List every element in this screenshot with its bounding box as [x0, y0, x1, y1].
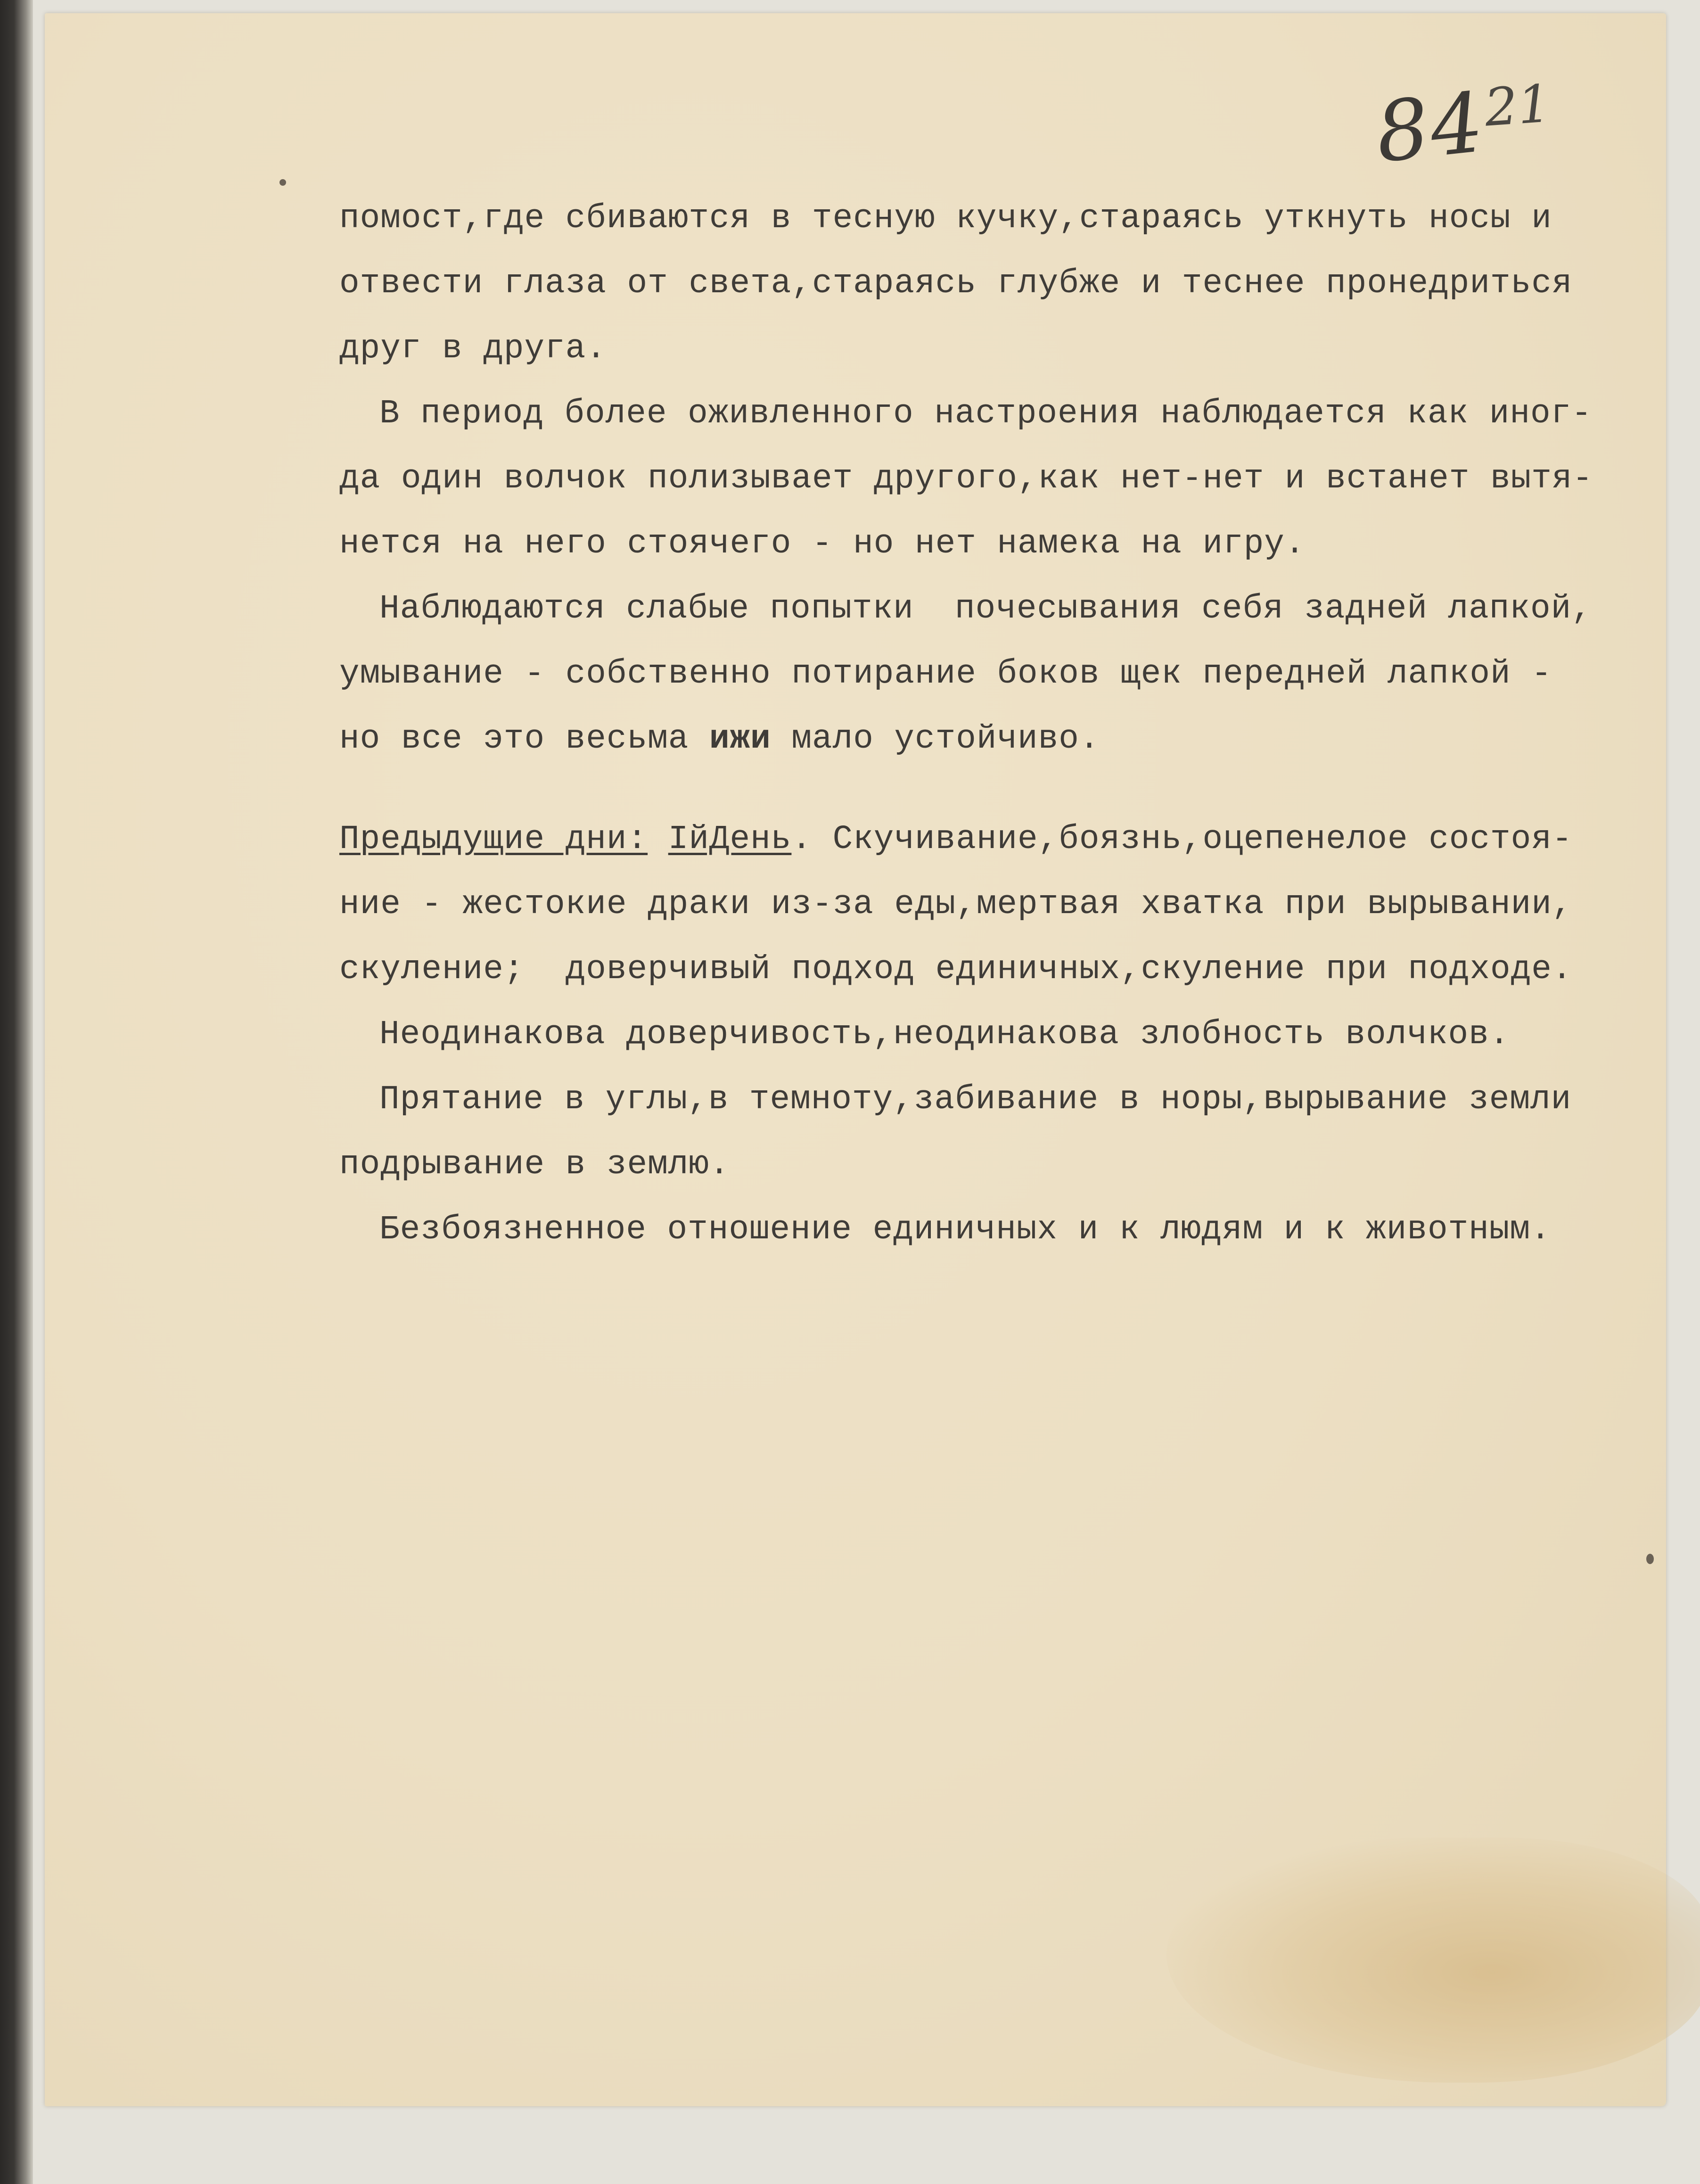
text-line: ние - жестокие драки из-за еды,мертвая хватка при вырывании,: [339, 886, 1573, 923]
folio-superscript: 21: [1482, 73, 1553, 138]
scanner-edge: [0, 0, 33, 2184]
text-line: Безбоязненное отношение единичных и к людям и к животным.: [379, 1211, 1551, 1249]
text-line: Неодинакова доверчивость,неодинакова злобность волчков.: [379, 1016, 1510, 1054]
text-fragment: но все это весьма: [339, 720, 689, 758]
text-line: Наблюдаются слабые попытки почесывания себя задней лапкой,: [379, 590, 1592, 628]
struck-word: ижи: [709, 720, 771, 758]
water-stain: [1166, 1838, 1700, 2083]
paper-speck: [279, 179, 286, 186]
folio-number: 84: [1371, 74, 1490, 181]
text-line: нется на него стоячего - но нет намека на игру.: [339, 525, 1306, 563]
text-line: В период более оживленного настроения наблюдается как иног-: [379, 395, 1592, 433]
paper-speck: [1646, 1554, 1654, 1564]
typewritten-text: [339, 186, 1650, 1262]
text-line: умывание - собственно потирание боков щек передней лапкой -: [339, 655, 1552, 693]
text-line: скуление; доверчивый подход единичных,скуление при подходе.: [339, 951, 1573, 989]
text-line: отвести глаза от света,стараясь глубже и теснее пронедриться: [339, 265, 1573, 303]
text-line: Прятание в углы,в темноту,забивание в норы,вырывание земли: [379, 1081, 1572, 1119]
day-label: IйДень: [668, 821, 792, 858]
text-fragment: . Скучивание,боязнь,оцепенелое состоя-: [791, 821, 1573, 858]
text-line: [339, 807, 1650, 872]
text-fragment: мало устойчиво.: [791, 720, 1100, 758]
text-line: помост,где сбиваются в тесную кучку,стараясь уткнуть носы и: [339, 200, 1552, 238]
text-line: [339, 707, 1650, 772]
text-line: друг в друга.: [339, 330, 607, 368]
section-heading: Предыдущие дни:: [339, 821, 648, 858]
text-line: подрывание в землю.: [339, 1146, 730, 1184]
text-line: да один волчок полизывает другого,как нет-нет и встанет вытя-: [339, 460, 1593, 498]
